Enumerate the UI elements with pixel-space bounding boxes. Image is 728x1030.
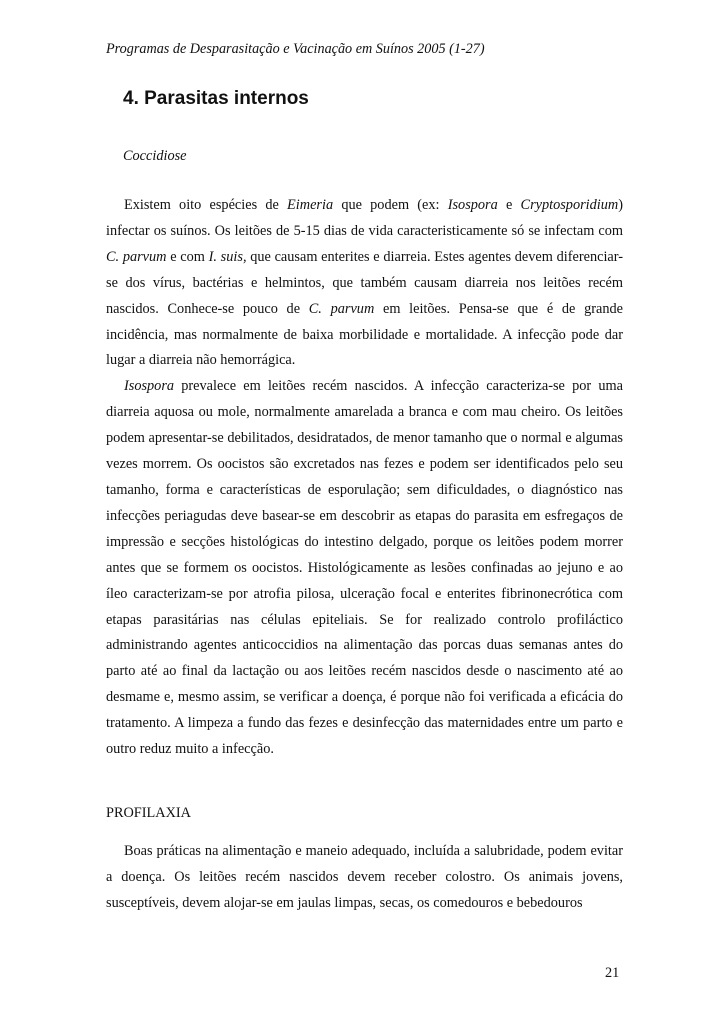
subsection-title: Coccidiose <box>123 148 187 164</box>
taxon-isospora: Isospora <box>124 378 175 395</box>
text-run: e <box>497 197 521 213</box>
text-run: em leitões. Pensa-se que é de grande incidência, mas normalmente de baixa morbilidade e mortalidade. A infecção pode dar lugar a diarreia não hemorrágica. <box>106 300 623 369</box>
page-number: 21 <box>605 965 620 981</box>
taxon-cryptosporidium: Cryptosporidium <box>520 197 619 213</box>
paragraph-coccidiose-intro <box>106 193 623 374</box>
text-run: que podem (ex: <box>333 197 448 213</box>
body-text <box>106 193 623 763</box>
section-title: 4. Parasitas internos <box>123 88 309 109</box>
text-run: , que causam enterites e diarreia. Estes agentes devem diferenciar-se dos vírus, bactérias e helmintos, que também causam diarreia nos leitões recém nascidos. Conhece-se pouco de <box>106 248 623 317</box>
taxon-eimeria: Eimeria <box>287 197 334 213</box>
running-header: Programas de Desparasitação e Vacinação em Suínos 2005 (1-27) <box>106 41 485 57</box>
paragraph-isospora <box>106 374 623 763</box>
paragraph-profilaxia: Boas práticas na alimentação e maneio adequado, incluída a salubridade, podem evitar a doença. Os leitões recém nascidos devem receber colostro. Os animais jovens, susceptíveis, devem alojar-se em jaulas limpas, secas, os comedouros e bebedouros <box>106 843 623 911</box>
text-run: ) infectar os suínos. Os leitões de 5-15 dias de vida caracteristicamente só se infectam com <box>106 197 624 239</box>
text-run: Existem oito espécies de <box>124 197 288 213</box>
taxon-c-parvum: C. parvum <box>106 248 167 265</box>
taxon-isospora: Isospora <box>447 197 498 213</box>
text-run: prevalece em leitões recém nascidos. A infecção caracteriza-se por uma diarreia aquosa ou mole, normalmente amarelada a branca e com mau cheiro. Os leitões podem apresentar-se debilitados, desidratados, de menor tamanho que o normal e algumas vezes morrem. Os oocistos são excretados nas fezes e podem ser identificados pelo seu tamanho, forma e características de esporulação; sem dificuldades, o diagnóstico nas infecções periagudas deve basear-se em descobrir as etapas do parasita em esfregaços de impressão e secções histológicas do intestino delgado, porque os leitões podem morrer antes que se formem os oocistos. Histológicamente as lesões confinadas ao jejuno e ao íleo caracterizam-se por atrofia pilosa, ulceração focal e enterites fibrinonecrótica com etapas parasitárias nas células epiteliais. Se for realizado controlo profiláctico administrando agentes anticoccidios na alimentação das porcas duas semanas antes do parto até ao final da lactação ou aos leitões recém nascidos desde o nascimento até ao desmame e, mesmo assim, se verificar a doença, é porque não foi verificada a eficácia do tratamento. A limpeza a fundo das fezes e desinfecção das maternidades entre um parto e outro reduz muito a infecção. <box>106 378 623 758</box>
taxon-i-suis: I. suis <box>208 248 243 265</box>
profilaxia-heading: PROFILAXIA <box>106 805 191 821</box>
text-run: e com <box>166 248 209 265</box>
taxon-c-parvum: C. parvum <box>308 300 375 317</box>
